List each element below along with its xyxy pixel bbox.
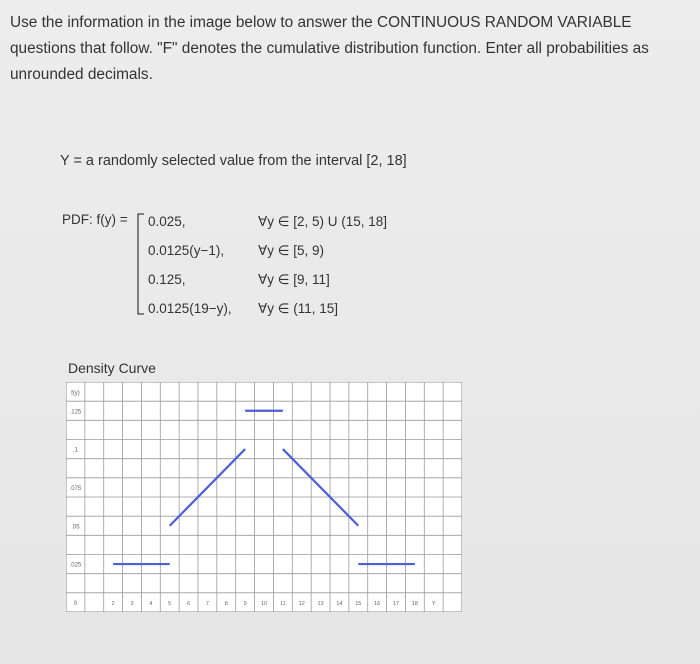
x-tick-label: 5 <box>168 600 172 607</box>
x-tick-label: 15 <box>355 600 362 607</box>
x-tick-label: 12 <box>298 600 305 607</box>
x-tick-label: 4 <box>149 600 153 607</box>
pdf-piece-2-expr: 0.0125(y−1), <box>148 243 225 258</box>
pdf-piece-1-expr: 0.025, <box>148 214 186 229</box>
instructions-text: Use the information in the image below to answer the CONTINUOUS RANDOM VARIABLE questions that follow. "F" denotes the cumulative distribution function. Enter all probabilities as unrounded decimals. <box>10 14 649 83</box>
y-tick-label: .1 <box>72 447 78 454</box>
pdf-piece-3-domain: ∀y ∈ [9, 11] <box>258 272 330 287</box>
y-tick-label: .125 <box>69 409 82 416</box>
pdf-piece-3-expr: 0.125, <box>148 272 186 287</box>
x-tick-label: 10 <box>260 600 268 607</box>
piecewise-brace <box>132 212 146 316</box>
x-tick-label: 14 <box>336 600 343 607</box>
x-tick-label: 16 <box>374 600 381 607</box>
y-tick-label: .05 <box>71 524 80 531</box>
x-tick-label: 3 <box>130 600 134 607</box>
x-tick-label: 6 <box>187 600 191 607</box>
x-tick-label: 17 <box>392 600 400 607</box>
x-tick-label: 9 <box>243 600 247 607</box>
x-tick-label: 2 <box>111 600 115 607</box>
pdf-label: PDF: f(y) = <box>62 212 128 227</box>
random-variable-definition: Y = a randomly selected value from the interval [2, 18] <box>60 153 407 169</box>
x-tick-label: 7 <box>205 600 209 607</box>
density-curve-chart <box>66 382 462 612</box>
y-tick-label: .025 <box>69 562 82 569</box>
y-tick-label: .075 <box>69 485 82 492</box>
y-tick-label: 0 <box>73 600 78 607</box>
pdf-piece-1-domain: ∀y ∈ [2, 5) U (15, 18] <box>258 214 388 229</box>
x-tick-label: 13 <box>317 600 324 607</box>
density-curve-title: Density Curve <box>68 360 156 376</box>
pdf-piece-4-expr: 0.0125(19−y), <box>148 301 232 316</box>
pdf-piece-4-domain: ∀y ∈ (11, 15] <box>258 301 339 316</box>
x-tick-label: 18 <box>411 600 418 607</box>
x-tick-label: 11 <box>279 600 286 607</box>
pdf-piece-2-domain: ∀y ∈ [5, 9) <box>258 243 325 258</box>
x-axis-label: Y <box>431 600 436 607</box>
x-tick-label: 8 <box>224 600 228 607</box>
y-axis-label: f(y) <box>71 390 80 397</box>
